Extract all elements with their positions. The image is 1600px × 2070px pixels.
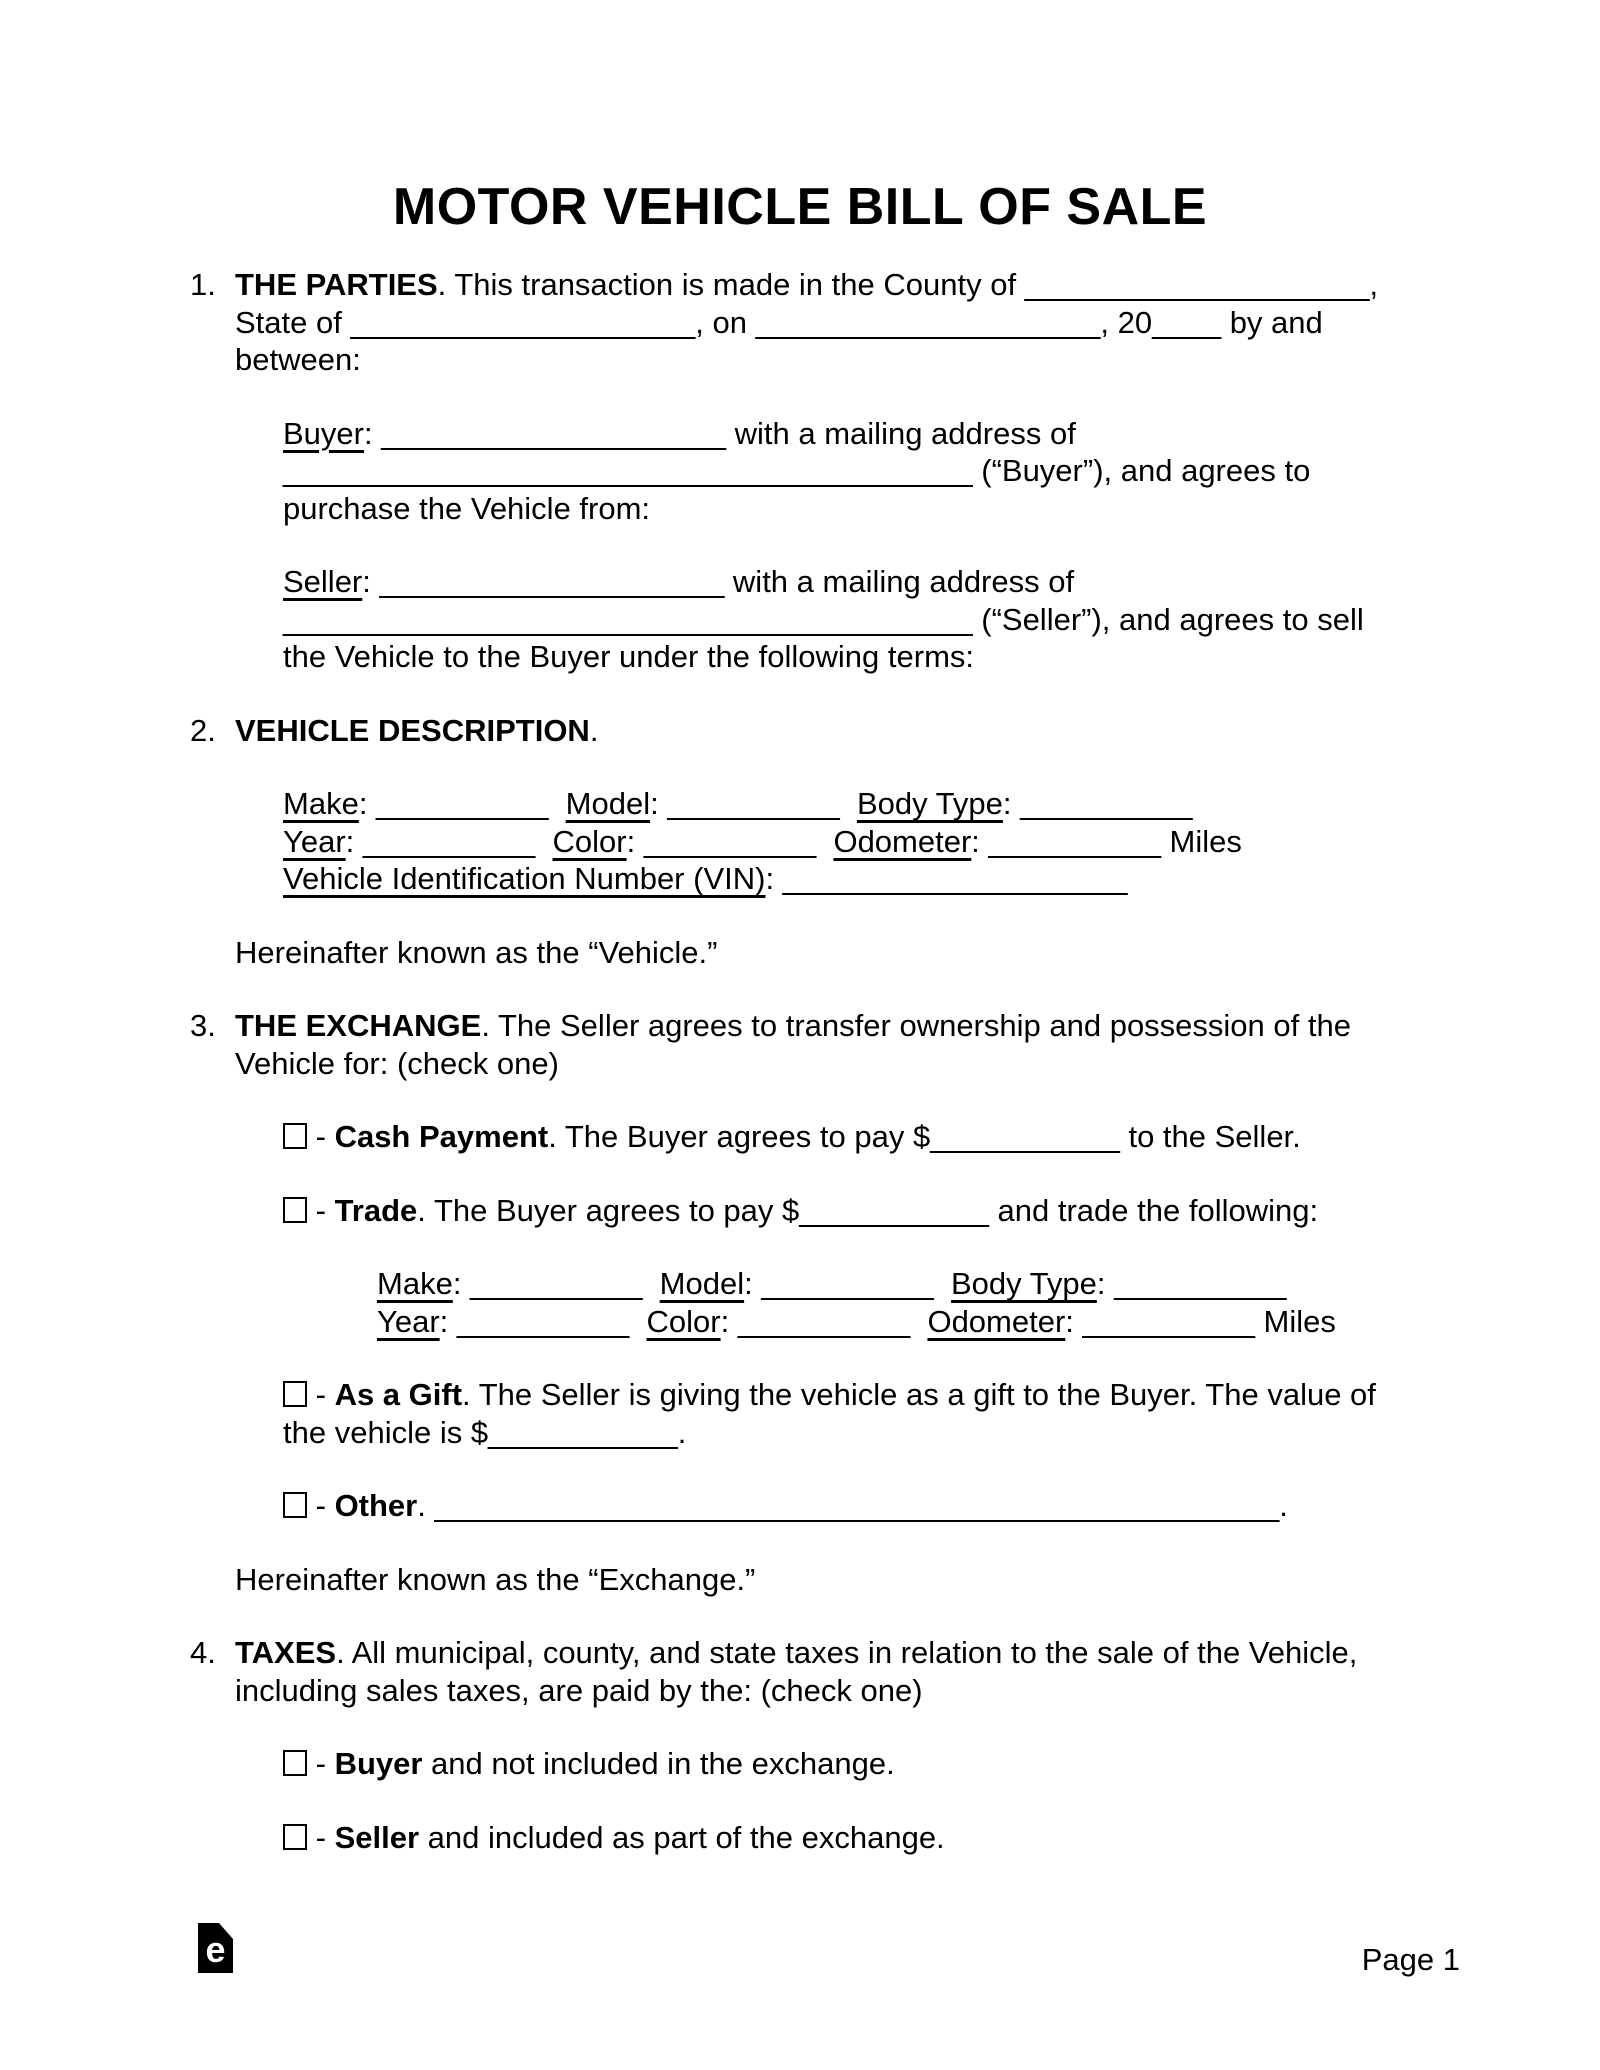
- taxes-seller-line: [283, 1819, 1460, 1857]
- option-trade-line: [283, 1192, 1460, 1230]
- option-gift-line2: the vehicle is $___________.: [283, 1414, 687, 1450]
- taxes-heading-line: [190, 1634, 1460, 1672]
- gift-dash: -: [307, 1377, 335, 1412]
- exchange-line2: Vehicle for: (check one): [235, 1045, 559, 1081]
- make-blank: : __________: [358, 786, 566, 821]
- exchange-heading: THE EXCHANGE: [235, 1008, 482, 1043]
- vehicle-row-make-model-bodytype: [283, 785, 1460, 823]
- trade-model-blank: : __________: [744, 1266, 951, 1301]
- taxes-buyer-dash: -: [307, 1746, 335, 1781]
- section-vehicle-description: [190, 712, 1460, 750]
- logo-letter: e: [205, 1929, 226, 1970]
- trade-row-year-color-odometer: [377, 1303, 1460, 1341]
- trade-bodytype-blank: : __________: [1096, 1266, 1287, 1301]
- other-dash: -: [307, 1488, 335, 1523]
- trade-odometer-blank: : __________ Miles: [1065, 1303, 1336, 1339]
- other-checkbox[interactable]: [283, 1492, 307, 1518]
- year-label: Year: [283, 823, 346, 859]
- taxes-section-number: 4.: [190, 1635, 216, 1670]
- exchange-heading-line: [190, 1007, 1460, 1045]
- seller-address-blank: ________________________________________ (“Seller”), and agrees to sell: [283, 601, 1364, 637]
- option-gift: [283, 1376, 1460, 1451]
- hereinafter-exchange: [235, 1561, 1460, 1599]
- option-cash-line: [283, 1118, 1460, 1156]
- vin-blank: : ____________________: [765, 861, 1128, 896]
- odometer-label: Odometer: [833, 823, 972, 859]
- taxes-heading: TAXES: [235, 1635, 337, 1670]
- trade-dash: -: [307, 1192, 335, 1228]
- option-other: [283, 1487, 1460, 1525]
- vehicle-heading-period: .: [589, 712, 599, 748]
- page-number: Page 1: [1361, 1942, 1460, 1977]
- color-label: Color: [552, 823, 627, 859]
- buyer-line1: [283, 415, 1460, 453]
- taxes-buyer-text: and not included in the exchange.: [422, 1746, 895, 1781]
- taxes-line2: including sales taxes, are paid by the: (check one): [235, 1672, 923, 1708]
- parties-section-number: 1.: [190, 267, 216, 302]
- section-parties: [190, 266, 1460, 379]
- exchange-line1-text: . The Seller agrees to transfer ownership and possession of the: [481, 1008, 1351, 1043]
- vehicle-section-number: 2.: [190, 712, 216, 748]
- taxes-seller-dash: -: [307, 1819, 335, 1855]
- eforms-document-logo: [198, 1923, 233, 1973]
- trade-row-make-model-bodytype: [377, 1265, 1460, 1303]
- seller-line1: [283, 563, 1460, 601]
- trade-odometer-label: Odometer: [927, 1303, 1066, 1339]
- trade-make-blank: : __________: [452, 1266, 660, 1301]
- hereinafter-vehicle: [235, 934, 1460, 972]
- option-cash-payment: [283, 1118, 1460, 1156]
- buyer-name-blank: : ____________________ with a mailing address of: [363, 415, 1076, 451]
- option-trade: [283, 1192, 1460, 1230]
- taxes-buyer-checkbox[interactable]: [283, 1750, 307, 1776]
- bodytype-blank: : __________: [1002, 786, 1193, 821]
- gift-checkbox[interactable]: [283, 1381, 307, 1407]
- trade-checkbox[interactable]: [283, 1197, 307, 1223]
- make-label: Make: [283, 786, 359, 821]
- other-blank: . _________________________________________________.: [417, 1488, 1288, 1523]
- section-exchange: [190, 1007, 1460, 1082]
- color-blank: : __________: [626, 823, 834, 859]
- trade-year-blank: : __________: [439, 1303, 647, 1339]
- gift-label: As a Gift: [334, 1377, 463, 1412]
- trade-vehicle-fields: [377, 1265, 1460, 1340]
- trade-label: Trade: [334, 1192, 418, 1228]
- vehicle-row-year-color-odometer: [283, 823, 1460, 861]
- option-taxes-seller: [283, 1819, 1460, 1857]
- buyer-address-blank: ________________________________________ (“Buyer”), and agrees to: [283, 453, 1311, 488]
- trade-bodytype-label: Body Type: [950, 1266, 1097, 1301]
- parties-line3: between:: [235, 342, 361, 377]
- buyer-line3: purchase the Vehicle from:: [283, 490, 651, 526]
- option-taxes-buyer: [283, 1745, 1460, 1783]
- cash-payment-checkbox[interactable]: [283, 1123, 307, 1149]
- odometer-blank: : __________ Miles: [971, 823, 1242, 859]
- cash-payment-label: Cash Payment: [334, 1119, 549, 1154]
- model-blank: : __________: [650, 786, 857, 821]
- trade-amount-blank: . The Buyer agrees to pay $___________ and trade the following:: [417, 1192, 1319, 1228]
- buyer-label: Buyer: [283, 415, 364, 451]
- seller-name-blank: : ____________________ with a mailing address of: [362, 564, 1075, 599]
- parties-line2: State of ____________________, on ____________________, 20____ by and: [235, 304, 1323, 340]
- parties-heading: THE PARTIES: [235, 267, 438, 302]
- option-other-line: [283, 1487, 1460, 1525]
- document-title: MOTOR VEHICLE BILL OF SALE: [392, 178, 1208, 236]
- trade-model-label: Model: [659, 1266, 745, 1301]
- taxes-seller-text: and included as part of the exchange.: [419, 1819, 945, 1855]
- model-label: Model: [565, 786, 651, 821]
- vehicle-row-vin: [283, 860, 1460, 898]
- parties-heading-line: [190, 266, 1460, 304]
- vehicle-heading-line: [190, 712, 1460, 750]
- parties-line1-text: . This transaction is made in the County of ____________________,: [437, 267, 1379, 302]
- trade-year-label: Year: [377, 1303, 440, 1339]
- taxes-seller-checkbox[interactable]: [283, 1824, 307, 1850]
- exchange-section-number: 3.: [190, 1008, 216, 1043]
- cash-dash: -: [307, 1119, 335, 1154]
- hereinafter-vehicle-line: Hereinafter known as the “Vehicle.”: [235, 934, 718, 970]
- year-blank: : __________: [345, 823, 553, 859]
- vehicle-heading: VEHICLE DESCRIPTION: [235, 712, 590, 748]
- trade-make-label: Make: [377, 1266, 453, 1301]
- vin-label: Vehicle Identification Number (VIN): [283, 861, 766, 896]
- gift-text: . The Seller is giving the vehicle as a gift to the Buyer. The value of: [462, 1377, 1376, 1412]
- taxes-seller-label: Seller: [334, 1819, 420, 1855]
- taxes-buyer-label: Buyer: [334, 1746, 423, 1781]
- trade-color-label: Color: [646, 1303, 721, 1339]
- document-body: [190, 266, 1460, 1856]
- other-label: Other: [334, 1488, 418, 1523]
- vehicle-fields: [283, 785, 1460, 898]
- taxes-buyer-line: [283, 1745, 1460, 1783]
- trade-color-blank: : __________: [720, 1303, 928, 1339]
- hereinafter-exchange-line: Hereinafter known as the “Exchange.”: [235, 1561, 756, 1597]
- seller-paragraph: [283, 563, 1460, 676]
- seller-label: Seller: [283, 564, 363, 599]
- taxes-line1-text: . All municipal, county, and state taxes in relation to the sale of the Vehicle,: [336, 1635, 1358, 1670]
- buyer-paragraph: [283, 415, 1460, 528]
- section-taxes: [190, 1634, 1460, 1709]
- bodytype-label: Body Type: [856, 786, 1003, 821]
- option-gift-line1: [283, 1376, 1460, 1414]
- seller-line3: the Vehicle to the Buyer under the following terms:: [283, 639, 975, 674]
- cash-amount-blank: . The Buyer agrees to pay $___________ to the Seller.: [548, 1119, 1301, 1154]
